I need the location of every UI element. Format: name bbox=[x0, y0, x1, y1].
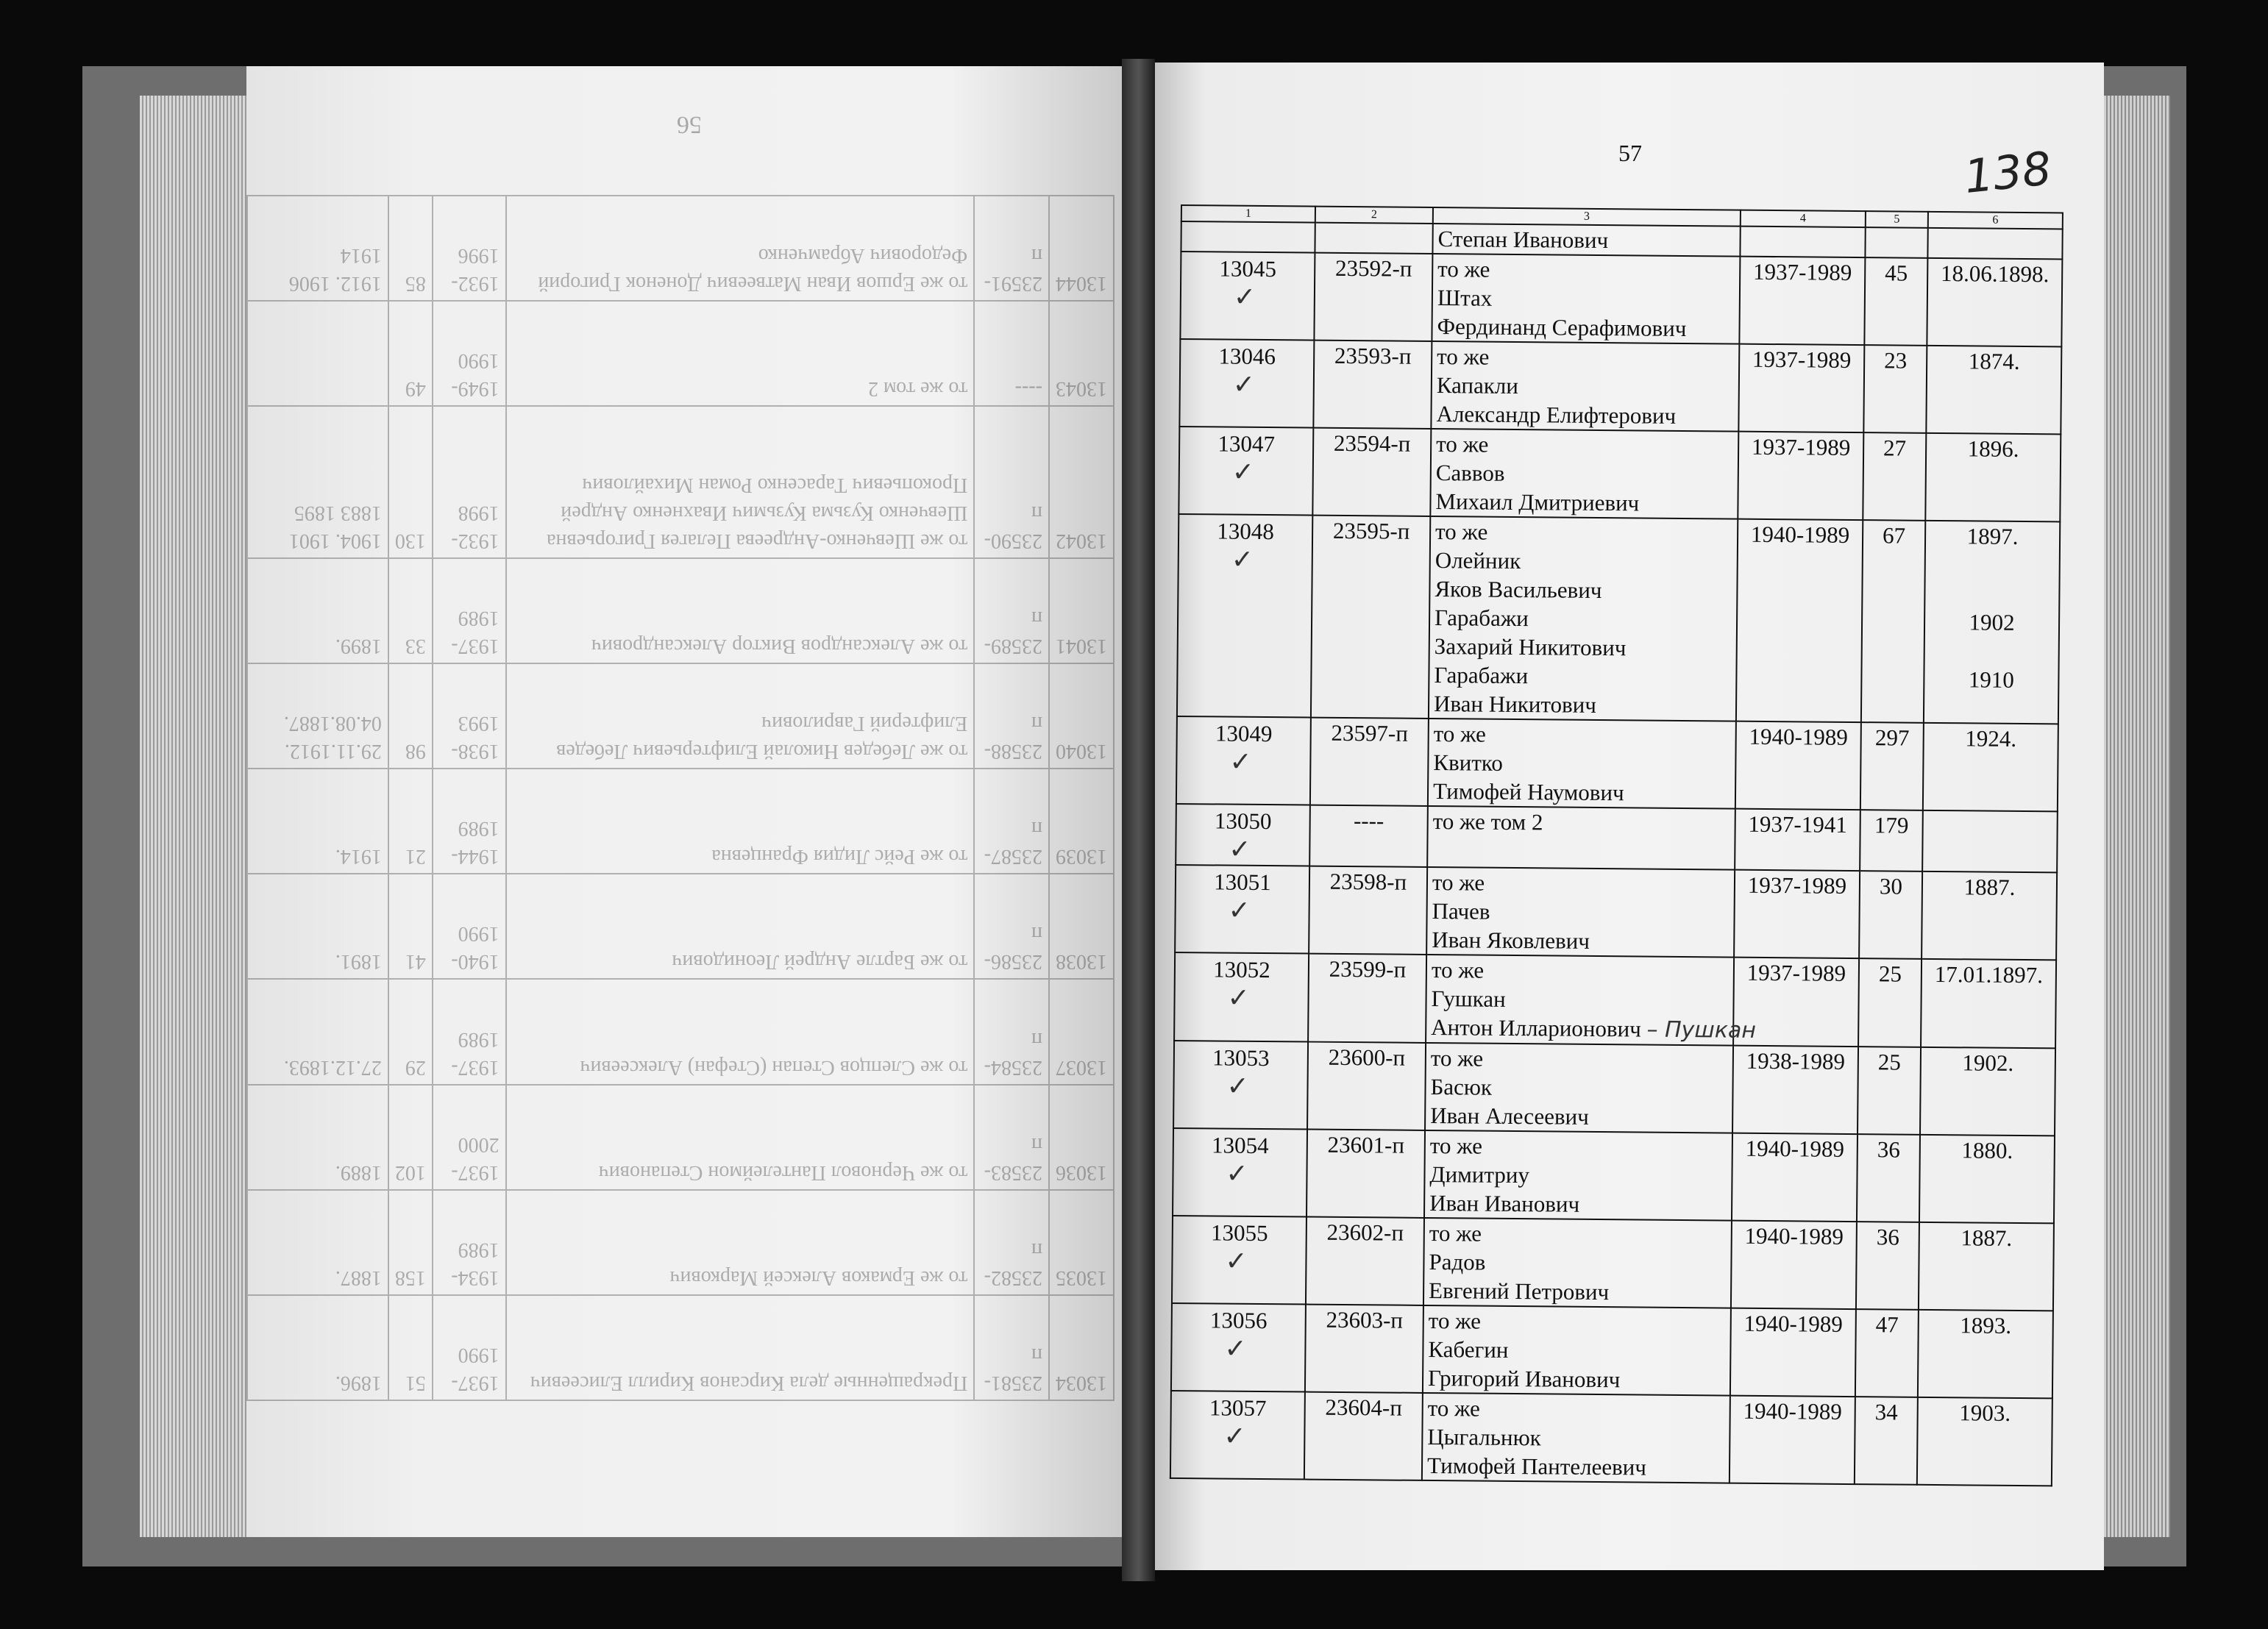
record-number: 13055 bbox=[1210, 1219, 1268, 1247]
case-title-line: Иван Яковлевич bbox=[1432, 927, 1590, 954]
case-code: 23601-п bbox=[1307, 1130, 1425, 1218]
date-range: 1937-1989 bbox=[1738, 344, 1864, 432]
date-range: 1940-1989 bbox=[1730, 1308, 1856, 1397]
bleed-count: 49 bbox=[388, 301, 433, 406]
bleed-date: 1891. bbox=[247, 874, 388, 979]
bleed-title: то же Рейс Лидия Францевна bbox=[506, 769, 975, 874]
case-code: 23604-п bbox=[1304, 1392, 1423, 1480]
bleed-years: 1937-1989 bbox=[433, 558, 506, 663]
bleed-number: 13037 bbox=[1049, 979, 1114, 1084]
record-number-cell bbox=[1171, 1303, 1306, 1392]
table-row bbox=[1176, 716, 2058, 811]
date-range: 1937-1941 bbox=[1735, 809, 1860, 871]
bleed-number: 13041 bbox=[1049, 558, 1114, 663]
case-title-line: Пачев bbox=[1432, 898, 1490, 924]
case-title-cell bbox=[1423, 1218, 1732, 1308]
bleed-date: 27.12.1893. bbox=[247, 979, 388, 1084]
case-code: 23602-п bbox=[1306, 1217, 1424, 1305]
case-title-line: то же bbox=[1431, 957, 1485, 983]
bleed-title: то же Ершов Иван Матвеевич Доненок Григорий Федорович Абрамченко bbox=[506, 196, 975, 301]
case-title-line: Яков Васильевич bbox=[1435, 576, 1602, 604]
bleed-years: 1944-1989 bbox=[433, 769, 506, 874]
case-title-line: Саввов bbox=[1435, 460, 1505, 486]
case-title-line: Григорий Иванович bbox=[1427, 1364, 1621, 1393]
case-title-line: то же bbox=[1428, 1307, 1482, 1334]
bleed-date bbox=[247, 301, 388, 406]
date-range: 1940-1989 bbox=[1736, 519, 1863, 722]
handwritten-correction: – Пушкан bbox=[1646, 1016, 1757, 1044]
record-number: 13045 bbox=[1219, 255, 1277, 282]
date-range: 1937-1989 bbox=[1733, 958, 1859, 1047]
case-title-line: то же bbox=[1433, 721, 1487, 747]
birth-date-cell bbox=[1922, 871, 2057, 960]
date-range: 1937-1989 bbox=[1738, 432, 1863, 520]
left-page-number: 56 bbox=[677, 111, 702, 138]
birth-date-cell bbox=[1924, 521, 2060, 724]
date-range: 1940-1989 bbox=[1730, 1396, 1855, 1484]
case-title-line: Иван Никитович bbox=[1433, 691, 1597, 718]
bleed-row bbox=[247, 301, 1114, 406]
birth-date bbox=[1925, 636, 2058, 666]
bleed-number: 13044 bbox=[1049, 196, 1114, 301]
bleed-row bbox=[247, 196, 1114, 301]
bleed-date: 1899. bbox=[247, 558, 388, 663]
column-header-5: 5 bbox=[1866, 211, 1928, 228]
birth-date-cell bbox=[1926, 346, 2061, 435]
bleed-count: 51 bbox=[388, 1295, 433, 1400]
birth-date-cell bbox=[1918, 1310, 2053, 1399]
case-title-line: Иван Алесеевич bbox=[1430, 1102, 1589, 1130]
handwritten-sheet-number: 138 bbox=[1961, 141, 2054, 204]
case-code: 23603-п bbox=[1305, 1305, 1423, 1393]
bleed-count: 41 bbox=[388, 874, 433, 979]
bleed-row bbox=[247, 1295, 1114, 1400]
sheet-count: 67 bbox=[1861, 520, 1925, 723]
case-title-line: Димитриу bbox=[1429, 1161, 1530, 1188]
date-range: 1940-1989 bbox=[1735, 721, 1861, 810]
column-header-4: 4 bbox=[1741, 210, 1866, 227]
case-title-line: Иван Иванович bbox=[1429, 1190, 1580, 1217]
bleed-date: 1914. bbox=[247, 769, 388, 874]
case-title-line: Захарий Никитович bbox=[1434, 633, 1627, 661]
right-page-number: 57 bbox=[1618, 140, 1642, 166]
case-code: 23599-п bbox=[1308, 954, 1426, 1043]
bleed-row bbox=[247, 406, 1114, 557]
case-title-cell bbox=[1423, 1305, 1731, 1396]
birth-date: 1902. bbox=[1962, 1049, 2014, 1076]
birth-date: 1924. bbox=[1965, 725, 2017, 752]
bleed-number: 13042 bbox=[1049, 406, 1114, 557]
bleed-date: 1887. bbox=[247, 1190, 388, 1295]
case-title-line: Тимофей Наумович bbox=[1432, 778, 1624, 806]
checkmark-icon: ✓ bbox=[1228, 895, 1251, 926]
checkmark-icon: ✓ bbox=[1229, 746, 1252, 777]
birth-date-cell bbox=[1923, 723, 2058, 812]
bleed-date: 1912. 1906 1914 bbox=[247, 196, 388, 301]
bleed-years: 1932-1996 bbox=[433, 196, 506, 301]
case-title-line: то же bbox=[1435, 518, 1488, 545]
case-title-line: Александр Елифтерович bbox=[1436, 401, 1677, 429]
birth-date-cell bbox=[1927, 258, 2062, 347]
bleed-title: то же Черновол Пантелеймон Степанович bbox=[506, 1085, 975, 1190]
bleed-code: 23586-п bbox=[974, 874, 1049, 979]
bleed-number: 13040 bbox=[1049, 663, 1114, 769]
sheet-count: 36 bbox=[1856, 1222, 1919, 1310]
record-number: 13049 bbox=[1215, 720, 1273, 747]
bleed-row bbox=[247, 769, 1114, 874]
record-number: 13053 bbox=[1212, 1044, 1270, 1072]
checkmark-icon: ✓ bbox=[1225, 1246, 1248, 1277]
bleed-code: ---- bbox=[974, 301, 1049, 406]
checkmark-icon: ✓ bbox=[1232, 369, 1256, 400]
case-title-line: Радов bbox=[1429, 1249, 1486, 1275]
table-row bbox=[1170, 1391, 2052, 1486]
checkmark-icon: ✓ bbox=[1231, 544, 1254, 575]
birth-date: 18.06.1898. bbox=[1940, 260, 2050, 288]
bleed-count: 33 bbox=[388, 558, 433, 663]
birth-date: 1887. bbox=[1960, 1225, 2013, 1251]
bleed-code: 23583-п bbox=[974, 1085, 1049, 1190]
case-title-line: Тимофей Пантелеевич bbox=[1426, 1452, 1647, 1480]
table-row bbox=[1174, 952, 2056, 1048]
case-title-cell bbox=[1432, 254, 1740, 344]
birth-date: 1897. bbox=[1966, 523, 2019, 549]
case-title-cell bbox=[1426, 867, 1735, 958]
bleed-number: 13034 bbox=[1049, 1295, 1114, 1400]
case-code: ---- bbox=[1309, 805, 1428, 867]
case-code: 23592-п bbox=[1314, 253, 1432, 341]
record-number: 13048 bbox=[1217, 518, 1275, 545]
case-title-line: то же bbox=[1427, 1394, 1481, 1422]
table-row bbox=[1173, 1128, 2055, 1223]
birth-date-cell bbox=[1919, 1135, 2055, 1224]
birth-date: 1896. bbox=[1967, 435, 2019, 462]
sheet-count: 27 bbox=[1863, 432, 1926, 521]
birth-date-cell bbox=[1922, 810, 2058, 873]
case-title-cell bbox=[1425, 1043, 1733, 1133]
case-title-line: то же bbox=[1429, 1220, 1482, 1247]
case-title-line: Гушкан bbox=[1431, 985, 1506, 1012]
birth-date-cell bbox=[1917, 1397, 2052, 1486]
bleed-row bbox=[247, 874, 1114, 979]
bleed-row bbox=[247, 663, 1114, 769]
bleed-title: то же Лебедев Николай Елифтерьевич Лебедев Елифтерий Гаврилович bbox=[506, 663, 975, 769]
table-row bbox=[1172, 1216, 2054, 1311]
bleed-title: Прекращенные дела Кирсанов Кирилл Елисеевич bbox=[506, 1295, 975, 1400]
left-page-bleed-table bbox=[246, 195, 1115, 1401]
bleed-years: 1934-1989 bbox=[433, 1190, 506, 1295]
case-title-line: то же bbox=[1430, 1045, 1484, 1072]
bleed-count: 102 bbox=[388, 1085, 433, 1190]
date-range: 1938-1989 bbox=[1732, 1046, 1858, 1134]
date-range: 1940-1989 bbox=[1732, 1133, 1858, 1222]
record-number-cell bbox=[1175, 865, 1309, 954]
birth-date: 17.01.1897. bbox=[1934, 960, 2044, 988]
table-row bbox=[1179, 427, 2061, 521]
birth-date bbox=[1924, 811, 2057, 841]
birth-date: 1893. bbox=[1960, 1312, 2012, 1339]
table-row bbox=[1175, 865, 2057, 960]
column-header-2: 2 bbox=[1315, 207, 1433, 224]
case-code: 23600-п bbox=[1307, 1042, 1426, 1130]
bleed-code: 23590-п bbox=[974, 406, 1049, 557]
case-title-line: то же том 2 bbox=[1432, 808, 1543, 835]
bleed-number: 13036 bbox=[1049, 1085, 1114, 1190]
bleed-years: 1932-1998 bbox=[433, 406, 506, 557]
bleed-count: 85 bbox=[388, 196, 433, 301]
record-number-cell bbox=[1179, 339, 1314, 428]
bleed-row bbox=[247, 1190, 1114, 1295]
case-title-line: Кабегин bbox=[1428, 1336, 1509, 1363]
case-title-line: то же bbox=[1432, 869, 1485, 896]
case-title-line: Капакли bbox=[1436, 372, 1519, 399]
date-range: 1940-1989 bbox=[1731, 1221, 1857, 1309]
birth-date: 1902 bbox=[1969, 609, 2015, 635]
bleed-code: 23588-п bbox=[974, 663, 1049, 769]
checkmark-icon: ✓ bbox=[1223, 1421, 1246, 1452]
case-title-line: Евгений Петрович bbox=[1428, 1277, 1610, 1305]
birth-date bbox=[1926, 550, 2059, 580]
case-code: 23598-п bbox=[1309, 866, 1427, 955]
case-code: 23597-п bbox=[1310, 718, 1429, 806]
record-number: 13050 bbox=[1214, 808, 1272, 835]
birth-date-cell bbox=[1921, 959, 2056, 1049]
sheet-count: 30 bbox=[1859, 871, 1922, 959]
bleed-title: то же том 2 bbox=[506, 301, 975, 406]
record-number: 13057 bbox=[1209, 1394, 1267, 1422]
case-code: 23595-п bbox=[1311, 516, 1430, 719]
bleed-title: то же Александров Виктор Александрович bbox=[506, 558, 975, 663]
checkmark-icon: ✓ bbox=[1229, 834, 1251, 865]
record-number-cell bbox=[1176, 716, 1311, 805]
bleed-count: 98 bbox=[388, 663, 433, 769]
table-row bbox=[1179, 339, 2061, 434]
case-title-line: Басюк bbox=[1430, 1074, 1493, 1100]
bleed-title: то же Шевченко-Андреева Пелагея Григорьевна Шевченко Кузьма Кузьмич Ивахненко Андрей Прокопьевич Тарасенко Роман Михайлович bbox=[506, 406, 975, 557]
case-title-cell bbox=[1426, 955, 1757, 1046]
sheet-count: 25 bbox=[1858, 958, 1922, 1047]
birth-date: 1887. bbox=[1963, 874, 2016, 900]
table-row bbox=[1177, 514, 2060, 724]
case-title-line: Квитко bbox=[1433, 749, 1503, 776]
bleed-count: 158 bbox=[388, 1190, 433, 1295]
case-title-line: то же bbox=[1436, 431, 1489, 457]
birth-date: 1874. bbox=[1968, 348, 2020, 374]
record-number-cell bbox=[1174, 952, 1309, 1042]
book-gutter bbox=[1122, 59, 1155, 1581]
case-title-line: Фердинанд Серафимович bbox=[1437, 313, 1687, 342]
bleed-code: 23581-п bbox=[974, 1295, 1049, 1400]
table-row bbox=[1176, 804, 2058, 872]
bleed-code: 23589-п bbox=[974, 558, 1049, 663]
date-range: 1937-1989 bbox=[1739, 257, 1865, 345]
bleed-years: 1949-1990 bbox=[433, 301, 506, 406]
bleed-number: 13043 bbox=[1049, 301, 1114, 406]
record-number: 13047 bbox=[1217, 430, 1276, 457]
record-number-cell bbox=[1173, 1041, 1308, 1130]
bleed-count: 29 bbox=[388, 979, 433, 1084]
bleed-title: то же Бартле Андрей Леонидович bbox=[506, 874, 975, 979]
checkmark-icon: ✓ bbox=[1224, 1333, 1247, 1364]
bleed-number: 13035 bbox=[1049, 1190, 1114, 1295]
record-number-cell bbox=[1172, 1216, 1307, 1305]
case-title-line: Штах bbox=[1437, 285, 1493, 311]
birth-date-cell bbox=[1919, 1222, 2054, 1311]
case-title-line: Цыгальнюк bbox=[1427, 1423, 1541, 1451]
record-number: 13056 bbox=[1209, 1307, 1268, 1334]
bleed-code: 23587-п bbox=[974, 769, 1049, 874]
bleed-code: 23591-п bbox=[974, 196, 1049, 301]
checkmark-icon: ✓ bbox=[1227, 983, 1250, 1013]
bleed-row bbox=[247, 558, 1114, 663]
table-row bbox=[1180, 252, 2062, 346]
bleed-count: 130 bbox=[388, 406, 433, 557]
checkmark-icon: ✓ bbox=[1231, 457, 1255, 488]
bleed-years: 1937-1990 bbox=[433, 1295, 506, 1400]
register-table bbox=[1170, 204, 2063, 1486]
bleed-years: 1938-1993 bbox=[433, 663, 506, 769]
case-title-cell bbox=[1430, 429, 1738, 519]
birth-date: 1903. bbox=[1959, 1400, 2011, 1426]
record-number-cell bbox=[1176, 804, 1310, 866]
case-title-cell bbox=[1422, 1393, 1730, 1483]
bleed-number: 13039 bbox=[1049, 769, 1114, 874]
column-header-1: 1 bbox=[1181, 205, 1315, 223]
table-row bbox=[1171, 1303, 2053, 1398]
bleed-date: 1889. bbox=[247, 1085, 388, 1190]
case-title-line: Олейник bbox=[1435, 547, 1521, 574]
checkmark-icon: ✓ bbox=[1233, 282, 1256, 313]
case-title-line: то же bbox=[1437, 343, 1490, 370]
record-number-cell bbox=[1180, 252, 1315, 341]
bleed-date: 1904. 1901 1883 1895 bbox=[247, 406, 388, 557]
case-title-line: Антон Илларионович – Пушкан bbox=[1431, 1014, 1757, 1044]
sheet-count: 25 bbox=[1858, 1047, 1921, 1135]
sheet-count: 34 bbox=[1855, 1397, 1918, 1485]
case-code: 23594-п bbox=[1312, 428, 1431, 516]
bleed-date: 29.11.1912. 04.08.1887. bbox=[247, 663, 388, 769]
bleed-years: 1940-1990 bbox=[433, 874, 506, 979]
case-title-cell bbox=[1431, 341, 1739, 432]
bleed-title: то же Слепцов Степан (Стефан) Алексеевич bbox=[506, 979, 975, 1084]
date-range: 1937-1989 bbox=[1734, 870, 1860, 958]
case-title-cell bbox=[1424, 1130, 1732, 1221]
bleed-years: 1937-1989 bbox=[433, 979, 506, 1084]
case-title-cell bbox=[1428, 719, 1736, 809]
sheet-count: 297 bbox=[1860, 722, 1924, 810]
record-number-cell bbox=[1173, 1128, 1307, 1217]
case-title-line: Гарабажи bbox=[1434, 662, 1529, 689]
record-number-cell bbox=[1177, 514, 1312, 718]
birth-date-cell bbox=[1925, 433, 2061, 522]
birth-date-cell bbox=[1920, 1047, 2055, 1136]
bleed-row bbox=[247, 1085, 1114, 1190]
table-row bbox=[1173, 1041, 2055, 1136]
record-number: 13054 bbox=[1211, 1132, 1269, 1159]
birth-date: 1910 bbox=[1968, 666, 2015, 693]
sheet-count: 36 bbox=[1857, 1134, 1920, 1222]
carry-over-name: Степан Иванович bbox=[1432, 224, 1740, 257]
checkmark-icon: ✓ bbox=[1226, 1071, 1249, 1102]
sheet-count: 47 bbox=[1855, 1309, 1919, 1397]
sheet-count: 179 bbox=[1860, 810, 1923, 871]
case-title-cell bbox=[1427, 806, 1735, 870]
bleed-date: 1896. bbox=[247, 1295, 388, 1400]
record-number: 13052 bbox=[1213, 956, 1270, 983]
bleed-code: 23584-п bbox=[974, 979, 1049, 1084]
bleed-count: 21 bbox=[388, 769, 433, 874]
checkmark-icon: ✓ bbox=[1226, 1158, 1248, 1189]
birth-date bbox=[1925, 579, 2058, 609]
case-title-line: Михаил Дмитриевич bbox=[1435, 488, 1640, 516]
bleed-code: 23582-п bbox=[974, 1190, 1049, 1295]
record-number: 13051 bbox=[1214, 869, 1271, 896]
sheet-count: 45 bbox=[1864, 257, 1927, 346]
case-title-line: то же bbox=[1429, 1133, 1483, 1159]
record-number: 13046 bbox=[1218, 343, 1276, 370]
case-title-line: то же bbox=[1437, 256, 1490, 282]
record-number-cell bbox=[1179, 427, 1313, 516]
record-number-cell bbox=[1170, 1391, 1305, 1480]
bleed-title: то же Ермаков Алексей Маркович bbox=[506, 1190, 975, 1295]
case-title-line: Гарабажи bbox=[1434, 605, 1529, 632]
column-header-3: 3 bbox=[1433, 207, 1741, 227]
case-code: 23593-п bbox=[1313, 341, 1432, 429]
bleed-years: 1937-2000 bbox=[433, 1085, 506, 1190]
bleed-row bbox=[247, 979, 1114, 1084]
birth-date: 1880. bbox=[1961, 1137, 2013, 1163]
bleed-number: 13038 bbox=[1049, 874, 1114, 979]
sheet-count: 23 bbox=[1863, 345, 1927, 433]
column-header-6: 6 bbox=[1928, 212, 2063, 229]
case-title-cell bbox=[1429, 516, 1738, 721]
